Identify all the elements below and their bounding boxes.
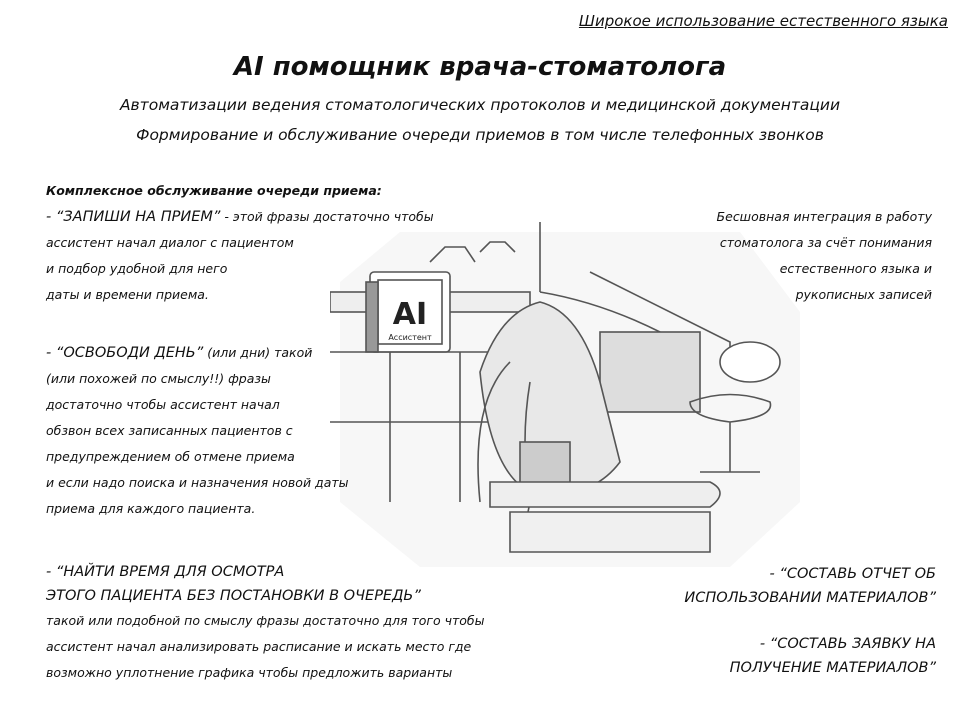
monitor-logo-subtext: Ассистент bbox=[388, 333, 432, 342]
text-line: предупреждением об отмене приема bbox=[46, 449, 295, 464]
text-line: ассистент начал диалог с пациентом bbox=[46, 235, 294, 250]
text-line: такой или подобной по смыслу фразы достаточно для того чтобы bbox=[46, 613, 485, 628]
command-book: - “ЗАПИШИ НА ПРИЕМ” bbox=[46, 209, 221, 225]
command-find-time: - “НАЙТИ ВРЕМЯ ДЛЯ ОСМОТРА bbox=[46, 564, 285, 580]
command-request bbox=[730, 632, 936, 680]
text-line: приема для каждого пациента. bbox=[46, 501, 256, 516]
text-line: достаточно чтобы ассистент начал bbox=[46, 397, 280, 412]
integration-text bbox=[717, 204, 932, 308]
text-line: рукописных записей bbox=[795, 287, 932, 302]
command-free-day: - “ОСВОБОДИ ДЕНЬ” bbox=[46, 345, 204, 361]
text-line: стоматолога за счёт понимания bbox=[719, 235, 932, 250]
monitor-logo-text: AI bbox=[392, 297, 428, 332]
text-line: Бесшовная интеграция в работу bbox=[716, 209, 932, 224]
command-find-time-cont: ЭТОГО ПАЦИЕНТА БЕЗ ПОСТАНОВКИ В ОЧЕРЕДЬ” bbox=[46, 588, 421, 604]
subtitle-2: Формирование и обслуживание очереди приемов в том числе телефонных звонков bbox=[136, 126, 824, 144]
text-line: обзвон всех записанных пациентов с bbox=[46, 423, 293, 438]
text-line: - “СОСТАВЬ ОТЧЕТ ОБ bbox=[769, 566, 936, 582]
text-line: естественного языка и bbox=[779, 261, 932, 276]
text-line: - “СОСТАВЬ ЗАЯВКУ НА bbox=[759, 636, 936, 652]
text-line: и если надо поиска и назначения новой даты bbox=[46, 475, 349, 490]
left-column-top bbox=[46, 178, 434, 308]
text-line: ПОЛУЧЕНИЕ МАТЕРИАЛОВ” bbox=[729, 660, 936, 676]
left-column-bottom bbox=[46, 560, 485, 686]
tagline: Широкое использование естественного языка bbox=[578, 12, 948, 30]
left-column-middle bbox=[46, 340, 349, 522]
text-line: ИСПОЛЬЗОВАНИИ МАТЕРИАЛОВ” bbox=[684, 590, 936, 606]
text-line: даты и времени приема. bbox=[46, 287, 209, 302]
page-title: AI помощник врача-стоматолога bbox=[233, 52, 727, 82]
subtitle-1: Автоматизации ведения стоматологических протоколов и медицинской документации bbox=[119, 96, 841, 114]
text-line: и подбор удобной для него bbox=[46, 261, 228, 276]
text-line: (или дни) такой bbox=[203, 345, 313, 360]
text-line: возможно уплотнение графика чтобы предложить варианты bbox=[46, 665, 453, 680]
text-line: ассистент начал анализировать расписание и искать место где bbox=[46, 639, 472, 654]
text-line: (или похожей по смыслу!!) фразы bbox=[46, 371, 271, 386]
command-report bbox=[684, 562, 936, 610]
text-line: - этой фразы достаточно чтобы bbox=[220, 209, 434, 224]
queue-heading: Комплексное обслуживание очереди приема: bbox=[46, 183, 382, 198]
